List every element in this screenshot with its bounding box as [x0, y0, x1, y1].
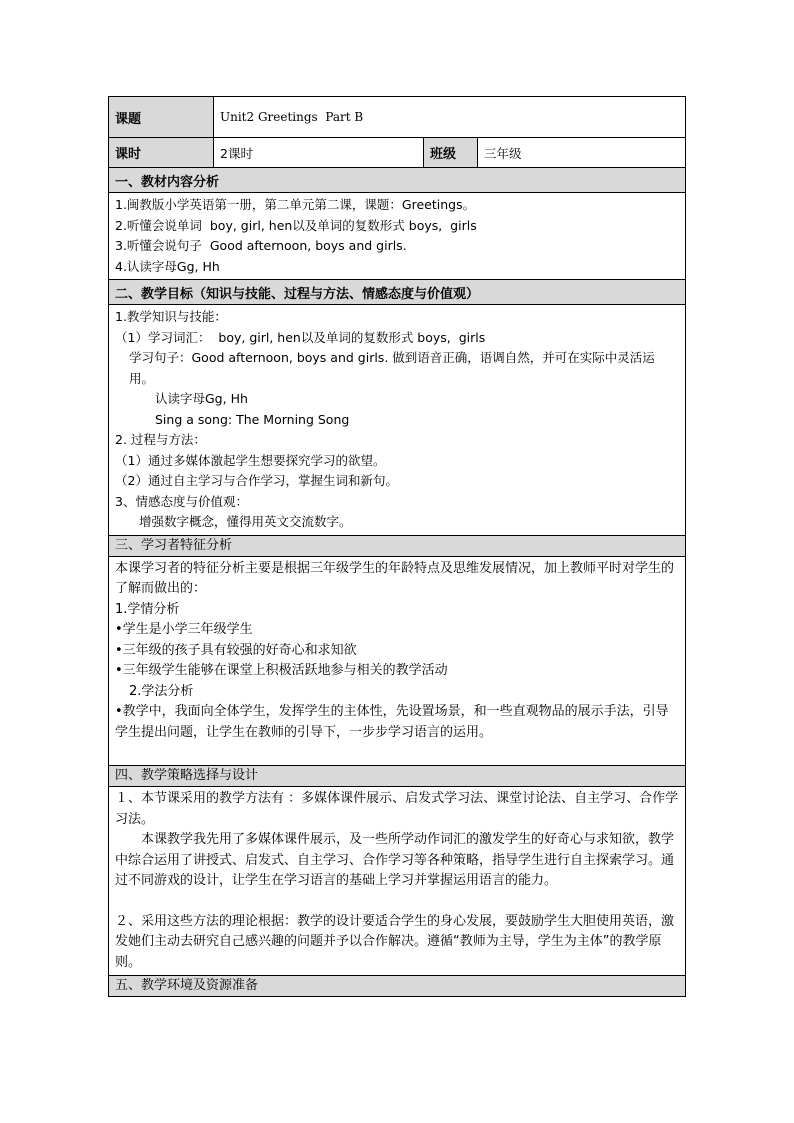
section-2-title-row: [109, 280, 686, 305]
section-5-title-row: [109, 976, 686, 997]
s4-para-2: 本课教学我先用了多媒体课件展示，及一些所学动作词汇的激发学生的好奇心与求知欲，教学中综合运用了讲授式、启发式、自主学习、合作学习等各种策略，指导学生进行自主探索学习。通过不同游戏的设计，让学生在学习语言的基础上学习并掌握运用语言的能力。: [115, 832, 675, 888]
s1-line-3: 3.听懂会说句子 Good afternoon, boys and girls.: [115, 238, 407, 253]
s1-line-4: 4.认读字母Gg, Hh: [115, 258, 220, 274]
s3-line-1: 本课学习者的特征分析主要是根据三年级学生的年龄特点及思维发展情况，加上教师平时对学生的了解而做出的：: [115, 560, 675, 596]
s4-para-3: ２、采用这些方法的理论根据：教学的设计要适合学生的身心发展，要鼓励学生大胆使用英语，激发她们主动去研究自己感兴趣的问题并予以合作解决。遵循“教师为主导，学生为主体”的教学原则。: [115, 913, 675, 970]
section-5-title: 五、教学环境及资源准备: [109, 976, 686, 997]
section-1-title-row: [109, 168, 686, 193]
section-3-title-row: [109, 535, 686, 556]
section-3-body: [109, 556, 686, 766]
section-4-body: [109, 787, 686, 976]
s2-line-3: 学习句子：Good afternoon, boys and girls. 做到语音正确，语调自然，并可在实际中灵活运用。: [129, 350, 655, 386]
s2-line-10: 增强数字概念，懂得用英文交流数字。: [139, 514, 352, 529]
section-1-body: [109, 193, 686, 280]
s2-line-1: 1.教学知识与技能：: [115, 309, 227, 324]
s2-line-7: （1）通过多媒体激起学生想要探究学习的欲望。: [115, 452, 386, 468]
class-label: 班级: [424, 138, 478, 168]
s3-line-7: •教学中，我面向全体学生，发挥学生的主体性，先设置场景，和一些直观物品的展示手法，引导学生提出问题，让学生在教师的引导下，一步步学习语言的运用。: [115, 704, 669, 740]
s3-line-6: 2.学法分析: [129, 683, 194, 699]
s1-line-2: 2.听懂会说单词 boy, girl, hen以及单词的复数形式 boys, girls: [115, 217, 477, 233]
section-2-body-row: [109, 305, 686, 536]
s3-line-4: •三年级的孩子具有较强的好奇心和求知欲: [115, 642, 357, 658]
s2-line-5: Sing a song: The Morning Song: [155, 411, 350, 427]
lesson-plan-table: [108, 96, 686, 997]
period-row: [109, 138, 686, 168]
s2-line-6: 2. 过程与方法：: [115, 432, 206, 447]
section-1-body-row: [109, 193, 686, 280]
section-1-title: 一、教材内容分析: [109, 168, 686, 193]
s3-line-3: •学生是小学三年级学生: [115, 622, 253, 637]
s3-line-5: •三年级学生能够在课堂上积极活跃地参与相关的教学活动: [115, 663, 448, 678]
class-value: 三年级: [478, 138, 686, 168]
section-4-title: 四、教学策略选择与设计: [109, 766, 686, 787]
period-label: 课时: [109, 138, 214, 168]
topic-value: Unit2 Greetings Part B: [214, 97, 686, 138]
section-2-title: 二、教学目标（知识与技能、过程与方法、情感态度与价值观）: [109, 280, 686, 305]
topic-label: 课题: [109, 97, 214, 138]
s2-line-2: （1）学习词汇： boy, girl, hen以及单词的复数形式 boys, girls: [115, 329, 486, 345]
s2-line-8: （2）通过自主学习与合作学习，掌握生词和新句。: [115, 473, 398, 488]
s1-line-1: 1.闽教版小学英语第一册，第二单元第二课，课题：Greetings。: [115, 197, 476, 212]
s3-line-2: 1.学情分析: [115, 601, 180, 617]
section-4-title-row: [109, 766, 686, 787]
section-4-body-row: [109, 787, 686, 976]
section-3-title: 三、学习者特征分析: [109, 535, 686, 556]
s2-line-4: 认读字母Gg, Hh: [155, 391, 248, 406]
section-3-body-row: [109, 556, 686, 766]
s2-line-9: 3、情感态度与价值观：: [115, 493, 248, 509]
period-value: 2课时: [214, 138, 424, 168]
s4-para-1: １、本节课采用的教学方法有 ：多媒体课件展示、启发式学习法、课堂讨论法、自主学习、合作学习法。: [115, 791, 679, 827]
section-2-body: [109, 305, 686, 536]
topic-row: [109, 97, 686, 138]
